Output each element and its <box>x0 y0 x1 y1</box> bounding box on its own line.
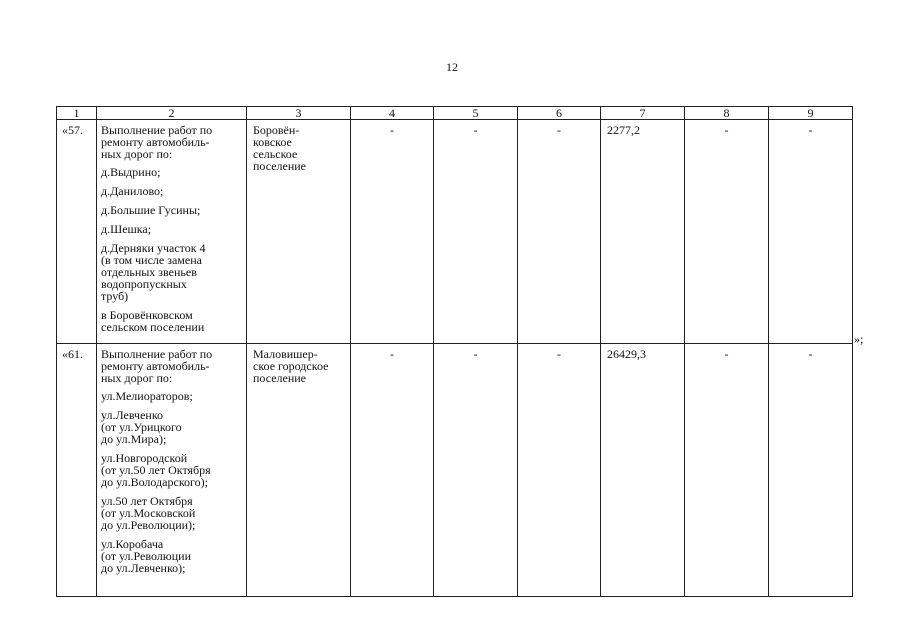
column-header: 8 <box>685 107 769 120</box>
work-item: д.Шешка; <box>101 222 152 236</box>
work-item: ул.Левченко (от ул.Урицкого до ул.Мира); <box>101 408 182 446</box>
value-cell <box>434 120 518 344</box>
work-description-cell <box>97 344 247 597</box>
value-cell <box>769 344 853 597</box>
page-number: 12 <box>446 60 458 74</box>
work-item: ул.Мелиораторов; <box>101 389 193 403</box>
column-header: 2 <box>97 107 247 120</box>
value-col8: - <box>724 347 729 361</box>
table-row <box>57 344 853 597</box>
value-col6: - <box>557 347 561 361</box>
work-item: в Боровёнковском сельском поселении <box>101 308 205 334</box>
value-col7: 2277,2 <box>607 123 640 137</box>
work-description-cell <box>97 120 247 344</box>
budget-table <box>56 106 853 597</box>
column-header: 6 <box>518 107 601 120</box>
value-cell <box>351 344 434 597</box>
value-col4: - <box>390 347 394 361</box>
value-cell <box>685 120 769 344</box>
settlement-name: Боровён- ковское сельское поселение <box>253 123 307 173</box>
settlement-name: Маловишер- ское городское поселение <box>253 347 329 385</box>
work-item: ул.Коробача (от ул.Революции до ул.Левченко); <box>101 537 192 575</box>
work-title: Выполнение работ по ремонту автомобиль- ных дорог по: <box>101 123 213 161</box>
work-item: д.Дерняки участок 4 (в том числе замена отдельных звеньев водопропускных труб) <box>101 241 206 303</box>
work-title: Выполнение работ по ремонту автомобиль- ных дорог по: <box>101 347 213 385</box>
value-cell <box>601 344 685 597</box>
column-header: 7 <box>601 107 685 120</box>
value-cell <box>601 120 685 344</box>
work-item: д.Выдрино; <box>101 165 161 179</box>
value-cell <box>769 120 853 344</box>
work-item: д.Большие Гусины; <box>101 203 201 217</box>
value-col4: - <box>390 123 394 137</box>
row-number-cell <box>57 344 97 597</box>
value-cell <box>351 120 434 344</box>
row-number-cell <box>57 120 97 344</box>
column-header: 5 <box>434 107 518 120</box>
column-header: 9 <box>769 107 853 120</box>
settlement-cell <box>247 120 351 344</box>
value-col5: - <box>473 347 478 361</box>
column-header: 1 <box>57 107 97 120</box>
closing-quote: »; <box>854 332 864 346</box>
row-number: «57. <box>62 123 83 137</box>
value-cell <box>434 344 518 597</box>
settlement-cell <box>247 344 351 597</box>
column-header: 4 <box>351 107 434 120</box>
value-cell <box>518 344 601 597</box>
value-col9: - <box>808 347 813 361</box>
value-cell <box>685 344 769 597</box>
column-header: 3 <box>247 107 351 120</box>
value-col9: - <box>808 123 813 137</box>
column-number-row <box>57 107 853 120</box>
value-col5: - <box>473 123 478 137</box>
value-col8: - <box>724 123 729 137</box>
value-col6: - <box>557 123 561 137</box>
work-item: д.Данилово; <box>101 184 164 198</box>
work-item: ул.50 лет Октября (от ул.Московской до ул.Революции); <box>101 494 196 532</box>
work-item: ул.Новгородской (от ул.50 лет Октября до ул.Володарского); <box>101 451 211 489</box>
value-cell <box>518 120 601 344</box>
table-row <box>57 120 853 344</box>
value-col7: 26429,3 <box>607 347 646 361</box>
row-number: «61. <box>62 347 83 361</box>
